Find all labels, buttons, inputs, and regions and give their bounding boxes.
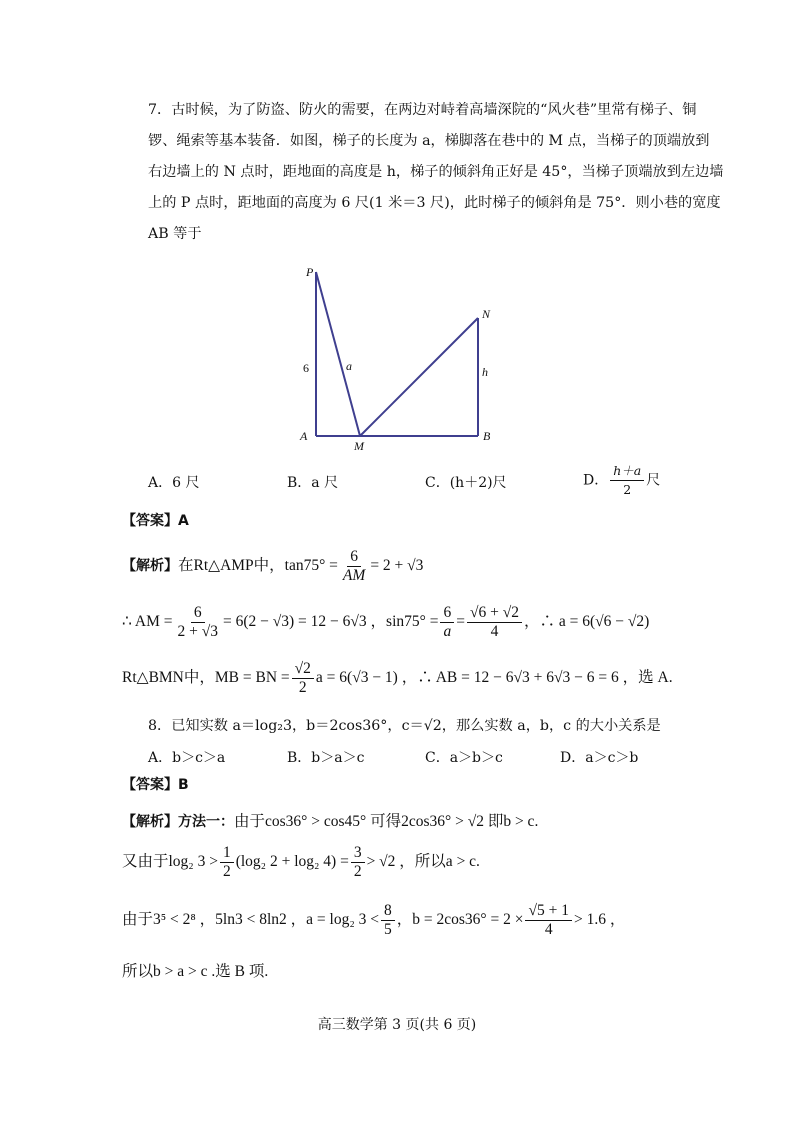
q7-option-d-suffix: 尺 — [646, 472, 661, 489]
q8-answer — [122, 775, 189, 795]
label-m: M — [354, 439, 364, 453]
q8-option-a: A．b＞c＞a — [148, 750, 226, 766]
q7-a1-pre: 在Rt△AMP中，tan75° = — [178, 557, 338, 575]
q7-option-c: C．(h＋2)尺 — [425, 475, 507, 491]
q7-answer — [122, 511, 189, 531]
q7-option-d-den: 2 — [623, 482, 632, 497]
ladder-to-p-line — [316, 272, 360, 436]
q7-a2-post: ，∴ a = 6(√6 − √2) — [523, 613, 650, 631]
q8-a2-num: 1 — [220, 844, 234, 863]
q7-a3-den: 2 — [298, 679, 307, 696]
q7-stem-line-4: 上的 P 点时，距地面的高度为 6 尺(1 米＝3 尺)，此时梯子的倾斜角是 75°．则小巷的宽度 — [148, 195, 721, 211]
label-ladder-a: a — [346, 359, 352, 373]
q7-analysis-line-3 — [122, 660, 673, 697]
q8-a2-post: > √2 ，所以a > c. — [366, 853, 480, 871]
q8-answer-value: B — [178, 777, 189, 793]
q8-a2-mid: (log₂ 2 + log₂ 4) = — [235, 853, 349, 871]
q7-a2-den2: a — [443, 623, 452, 640]
q8-analysis-line-1 — [122, 812, 538, 832]
q8-a3-pre: 由于3⁵ < 2⁸ ，5ln3 < 8ln2 ，a = log₂ 3 < — [122, 911, 379, 929]
q8-option-c: C．a＞b＞c — [425, 750, 503, 766]
q7-stem-line-3: 右边墙上的 N 点时，距地面的高度是 h，梯子的倾斜角正好是 45°，当梯子顶端放到左边墙 — [148, 164, 724, 180]
q7-option-d-num: h＋a — [610, 462, 644, 481]
q7-a2-eq: = — [456, 613, 465, 631]
q7-a2-num: 6 — [191, 604, 205, 623]
q8-analysis-label: 【解析】 — [122, 814, 178, 830]
q8-stem: 8．已知实数 a＝log₂3，b＝2cos36°，c＝√2，那么实数 a，b，c 的大小关系是 — [148, 718, 661, 734]
q8-a2-den: 2 — [222, 863, 231, 880]
q7-stem-line-2: 锣、绳索等基本装备．如图，梯子的长度为 a，梯脚落在巷中的 M 点，当梯子的顶端放到 — [148, 133, 710, 149]
q8-a2-den2: 2 — [353, 863, 362, 880]
q7-ladder-figure — [290, 262, 510, 457]
q7-stem-line-1: 7．古时候，为了防盗、防火的需要，在两边对峙着高墙深院的“风火巷”里常有梯子、铜 — [148, 102, 697, 118]
q7-option-b: B．a 尺 — [287, 475, 339, 491]
q8-method-label: 方法一： — [178, 814, 234, 830]
q7-a2-den3: 4 — [490, 623, 499, 640]
q8-a3-num2: √5 + 1 — [525, 902, 572, 921]
label-h: h — [482, 365, 488, 379]
q7-a3-pre: Rt△BMN中，MB = BN = — [122, 669, 290, 687]
q8-a3-den: 5 — [383, 921, 392, 938]
label-b-point: B — [483, 429, 491, 443]
q8-a3-post: > 1.6 ， — [573, 911, 626, 929]
q8-analysis-line-4: 所以b > a > c .选 B 项. — [122, 963, 269, 980]
q7-analysis-label: 【解析】 — [122, 558, 178, 575]
page-footer: 高三数学第 3 页(共 6 页) — [317, 1017, 477, 1033]
q7-a2-pre: ∴ AM = — [122, 613, 173, 631]
q7-answer-value: A — [178, 513, 189, 529]
q8-analysis-line-2 — [122, 844, 480, 881]
q7-analysis-line-2 — [122, 604, 649, 641]
q7-a3-post: a = 6(√3 − 1) ，∴ AB = 12 − 6√3 + 6√3 − 6 = 6 ，选 A. — [315, 669, 673, 687]
q7-a1-post: = 2 + √3 — [370, 557, 424, 575]
q7-option-d-prefix: D． — [583, 472, 609, 489]
q8-a2-pre: 又由于log₂ 3 > — [122, 853, 218, 871]
q7-answer-label: 【答案】 — [122, 513, 178, 529]
q7-a2-num3: √6 + √2 — [467, 604, 522, 623]
q8-analysis-line-3 — [122, 902, 625, 939]
label-p: P — [306, 265, 314, 279]
q7-option-d — [583, 462, 660, 499]
q8-option-b: B．b＞a＞c — [287, 750, 365, 766]
q8-a3-num: 8 — [381, 902, 395, 921]
q7-a1-den: AM — [342, 567, 366, 584]
q8-a3-mid: ，b = 2cos36° = 2 × — [396, 911, 524, 929]
q7-stem-line-5: AB 等于 — [148, 226, 202, 242]
q7-a2-den: 2 + √3 — [177, 623, 218, 640]
q7-a2-mid: = 6(2 − √3) = 12 − 6√3 ，sin75° = — [222, 613, 439, 631]
q7-analysis-line-1 — [122, 548, 423, 585]
q8-a3-den2: 4 — [544, 921, 553, 938]
q7-a3-num: √2 — [292, 660, 314, 679]
q7-a2-num2: 6 — [440, 604, 454, 623]
q8-option-d: D．a＞c＞b — [560, 750, 639, 766]
label-six: 6 — [303, 361, 309, 375]
label-n: N — [482, 307, 491, 321]
q7-option-a: A．6 尺 — [148, 475, 200, 491]
ladder-to-n-line — [360, 318, 478, 436]
label-a-point: A — [300, 429, 308, 443]
q8-a1: 由于cos36° > cos45° 可得2cos36° > √2 即b > c. — [234, 813, 539, 830]
q7-a1-num: 6 — [347, 548, 361, 567]
q8-a2-num2: 3 — [351, 844, 365, 863]
q8-answer-label: 【答案】 — [122, 777, 178, 793]
